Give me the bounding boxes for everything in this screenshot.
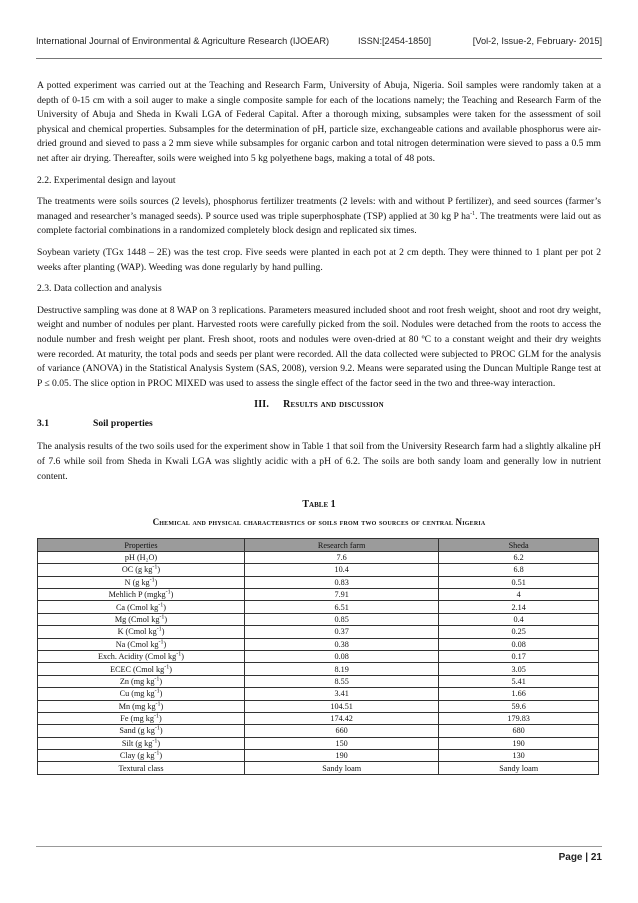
soil-properties-table <box>37 538 599 774</box>
running-header <box>36 36 602 50</box>
cell-property <box>38 762 245 774</box>
cell-research-farm: 0.37 <box>245 626 439 638</box>
property-name: Na (Cmol kg <box>115 639 159 649</box>
cell-sheda: 2.14 <box>439 601 599 613</box>
unit-exponent: -1 <box>164 663 170 670</box>
unit-exponent: -1 <box>158 601 164 608</box>
unit-exponent: -1 <box>152 564 158 571</box>
page-number <box>559 852 602 863</box>
unit-exponent: -1 <box>155 700 161 707</box>
cell-research-farm: 174.42 <box>245 712 439 724</box>
cell-sheda: 3.05 <box>439 663 599 675</box>
paragraph-soybean: Soybean variety (TGx 1448 – 2E) was the test crop. Five seeds were planted in each pot at 2 cm depth. They were thinned to 1 plant per pot 2 weeks after planting (WAP). Weeding was done regularly by hand pulling. <box>37 246 601 273</box>
subsection-2-3-title: 2.3. Data collection and analysis <box>37 283 162 295</box>
cell-property <box>38 638 245 650</box>
footer-divider <box>36 846 602 847</box>
page-content <box>37 79 601 775</box>
unit-exponent: -1 <box>158 639 164 646</box>
unit-exponent: -1 <box>154 676 160 683</box>
unit-close: ) <box>164 614 168 624</box>
cell-sheda: 190 <box>439 737 599 749</box>
cell-sheda: 5.41 <box>439 675 599 687</box>
cell-property <box>38 650 245 662</box>
subsection-3-1-title: Soil properties <box>93 417 153 429</box>
cell-property <box>38 613 245 625</box>
cell-sheda: 130 <box>439 750 599 762</box>
cell-property <box>38 700 245 712</box>
cell-research-farm: Sandy loam <box>245 762 439 774</box>
table-row <box>38 725 599 737</box>
cell-research-farm: 150 <box>245 737 439 749</box>
unit-close: ) <box>157 738 161 748</box>
cell-research-farm: 7.91 <box>245 589 439 601</box>
table-row <box>38 601 599 613</box>
table-row <box>38 589 599 601</box>
unit-close: ) <box>159 689 163 699</box>
property-name: Exch. Acidity (Cmol kg <box>98 652 177 662</box>
cell-sheda: 680 <box>439 725 599 737</box>
cell-property <box>38 564 245 576</box>
cell-property <box>38 688 245 700</box>
property-name: Fe (mg kg <box>120 714 154 724</box>
unit-exponent: -1 <box>152 738 158 745</box>
header-properties: Properties <box>38 539 245 551</box>
table-row <box>38 638 599 650</box>
property-name: Clay (g kg <box>119 751 155 761</box>
unit-close: ) <box>161 627 165 637</box>
table-row <box>38 762 599 774</box>
cell-sheda: Sandy loam <box>439 762 599 774</box>
unit-close: ) <box>169 664 172 674</box>
table-row <box>38 750 599 762</box>
unit-exponent: -1 <box>154 725 160 732</box>
property-name: N (g kg <box>124 577 150 587</box>
table-label: Table 1 <box>302 499 336 511</box>
unit-close: ) <box>170 590 174 600</box>
unit-exponent: -1 <box>159 614 165 621</box>
unit-exponent: -1 <box>149 577 155 584</box>
header-sheda: Sheda <box>439 539 599 551</box>
table-row <box>38 688 599 700</box>
property-name: Cu (mg kg <box>119 689 155 699</box>
table-caption: Chemical and physical characteristics of soils from two sources of central Nigeria <box>152 516 486 527</box>
unit-close: ) <box>159 726 163 736</box>
table-row <box>38 626 599 638</box>
unit-close: ) <box>181 652 184 662</box>
cell-research-farm: 10.4 <box>245 564 439 576</box>
cell-sheda: 0.51 <box>439 576 599 588</box>
unit-exponent: -1 <box>176 651 182 658</box>
cell-property <box>38 750 245 762</box>
journal-title: International Journal of Environmental & Agriculture Research (IJOEAR) <box>36 36 330 46</box>
property-name: Mn (mg kg <box>118 701 156 711</box>
treatments-text-b: . The treatments were laid out as complete factorial combinations in a randomized completely block design and replicated six times. <box>37 210 601 237</box>
unit-close: ) <box>157 565 161 575</box>
property-name: Mg (Cmol kg <box>114 614 160 624</box>
treatments-text-a: The treatments were soils sources (2 levels), phosphorus fertilizer treatments (2 levels: with and without P fertilizer), and seed sources (farmer’s managed and researcher’s managed seeds). P source used was triple superphosphate (TSP) applied at 30 kg P ha <box>37 196 601 222</box>
cell-property <box>38 601 245 613</box>
paragraph-soil-results: The analysis results of the two soils used for the experiment show in Table 1 that soil from the University Research farm had a slightly alkaline pH of 7.6 while soil from Sheda in Kwali LGA was slightly acidic with a pH of 6.2. The soils are both sandy loam and generally low in nutrient content. <box>37 441 601 482</box>
issn: ISSN:[2454-1850] <box>358 36 432 46</box>
property-name: ECEC (Cmol kg <box>110 664 165 674</box>
paragraph-sampling: A potted experiment was carried out at the Teaching and Research Farm, University of Abuja, Nigeria. Soil samples were randomly taken at a depth of 0-15 cm with a soil auger to make a single composite sample for each of the locations namely; the Teaching and Research Farm of the University of Abuja and Sheda in Kwali LGA of Federal Capital. After a thorough mixing, subsamples were taken for the assessment of soil physical and chemical properties. Subsamples for the determination of pH, particle size, exchangeable cations and available phosphorus were air-dried ground and sieved to pass a 2 mm sieve while subsamples for organic carbon and total nitrogen determination were sieved to pass a 0.5 mm net after air drying. Thereafter, soils were weighed into 5 kg polyethene bags, making a total of 48 pots. <box>37 80 601 164</box>
property-name: Mehlich P (mgkg <box>108 590 166 600</box>
cell-research-farm: 104.51 <box>245 700 439 712</box>
subsection-3-1-heading <box>37 417 601 432</box>
cell-property <box>38 675 245 687</box>
cell-sheda: 1.66 <box>439 688 599 700</box>
cell-research-farm: 0.85 <box>245 613 439 625</box>
table-row <box>38 712 599 724</box>
property-name: OC (g kg <box>121 565 153 575</box>
cell-property <box>38 712 245 724</box>
cell-research-farm: 0.83 <box>245 576 439 588</box>
section-3-heading <box>37 398 601 413</box>
cell-property <box>38 589 245 601</box>
cell-property <box>38 663 245 675</box>
cell-research-farm: 0.38 <box>245 638 439 650</box>
paragraph-data-collection: Destructive sampling was done at 8 WAP on 3 replications. Parameters measured included shoot and root fresh weight, shoot and root dry weight, weight and number of nodules per plant. Harvested roots were carefully picked from the soil. Nodules were detached from the roots to access the nodule number and fresh weight per plant. Fresh shoot, roots and nodules were oven-dried at 80 ºC to a constant weight and their dry weights were recorded. At maturity, the total pods and seeds per plant were recorded. All the data collected were subjected to PROC GLM for the analysis of variance (ANOVA) in the Statistical Analysis System (SAS, 2008), version 9.2. Means were separated using the Duncan Multiple Range test at P ≤ 0.05. The slice option in PROC MIXED was used to assess the single effect of the factor seed in the two and three-way interaction. <box>37 304 601 389</box>
table-header-row <box>38 539 599 551</box>
unit-close: ) <box>154 577 158 587</box>
section-3-number: III. <box>254 399 270 411</box>
treatments-exponent: -1 <box>470 210 476 217</box>
cell-sheda: 4 <box>439 589 599 601</box>
unit-close: ) <box>159 676 163 686</box>
cell-sheda: 179.83 <box>439 712 599 724</box>
cell-sheda: 0.08 <box>439 638 599 650</box>
unit-close: ) <box>163 602 167 612</box>
table-row <box>38 564 599 576</box>
section-3-title: Results and discussion <box>283 399 384 411</box>
table-row <box>38 650 599 662</box>
cell-research-farm: 8.19 <box>245 663 439 675</box>
property-name: pH (H₂O) <box>124 553 158 563</box>
unit-exponent: -1 <box>153 713 159 720</box>
cell-property <box>38 725 245 737</box>
volume-info: [Vol-2, Issue-2, February- 2015] <box>472 36 602 46</box>
cell-research-farm: 0.08 <box>245 650 439 662</box>
unit-close: ) <box>158 714 162 724</box>
property-name: Zn (mg kg <box>119 676 155 686</box>
cell-property <box>38 551 245 563</box>
cell-property <box>38 737 245 749</box>
cell-sheda: 0.4 <box>439 613 599 625</box>
cell-property <box>38 576 245 588</box>
cell-research-farm: 6.51 <box>245 601 439 613</box>
unit-exponent: -1 <box>154 688 160 695</box>
cell-research-farm: 660 <box>245 725 439 737</box>
table-row <box>38 675 599 687</box>
header-divider <box>36 58 602 59</box>
table-body <box>38 551 599 774</box>
cell-sheda: 6.8 <box>439 564 599 576</box>
unit-close: ) <box>163 639 167 649</box>
header-research-farm: Research farm <box>245 539 439 551</box>
property-name: Sand (g kg <box>119 726 155 736</box>
table-row <box>38 576 599 588</box>
property-name: Textural class <box>118 763 164 773</box>
property-name: K (Cmol kg <box>117 627 157 637</box>
cell-sheda: 6.2 <box>439 551 599 563</box>
page-number-value: 21 <box>590 852 602 863</box>
property-name: Ca (Cmol kg <box>115 602 159 612</box>
table-row <box>38 613 599 625</box>
paragraph-treatments <box>37 195 601 239</box>
cell-research-farm: 7.6 <box>245 551 439 563</box>
page-separator: | <box>585 852 589 863</box>
table-row <box>38 737 599 749</box>
unit-exponent: -1 <box>156 626 162 633</box>
table-row <box>38 700 599 712</box>
table-row <box>38 551 599 563</box>
subsection-2-2-title: 2.2. Experimental design and layout <box>37 174 176 186</box>
subsection-3-1-number: 3.1 <box>37 417 49 429</box>
table-row <box>38 663 599 675</box>
page-label: Page <box>558 852 583 863</box>
unit-close: ) <box>159 751 163 761</box>
cell-sheda: 0.17 <box>439 650 599 662</box>
cell-research-farm: 8.55 <box>245 675 439 687</box>
cell-research-farm: 3.41 <box>245 688 439 700</box>
cell-sheda: 0.25 <box>439 626 599 638</box>
unit-exponent: -1 <box>154 750 160 757</box>
unit-exponent: -1 <box>165 589 171 596</box>
cell-sheda: 59.6 <box>439 700 599 712</box>
cell-research-farm: 190 <box>245 750 439 762</box>
unit-close: ) <box>160 701 164 711</box>
cell-property <box>38 626 245 638</box>
property-name: Silt (g kg <box>121 738 153 748</box>
